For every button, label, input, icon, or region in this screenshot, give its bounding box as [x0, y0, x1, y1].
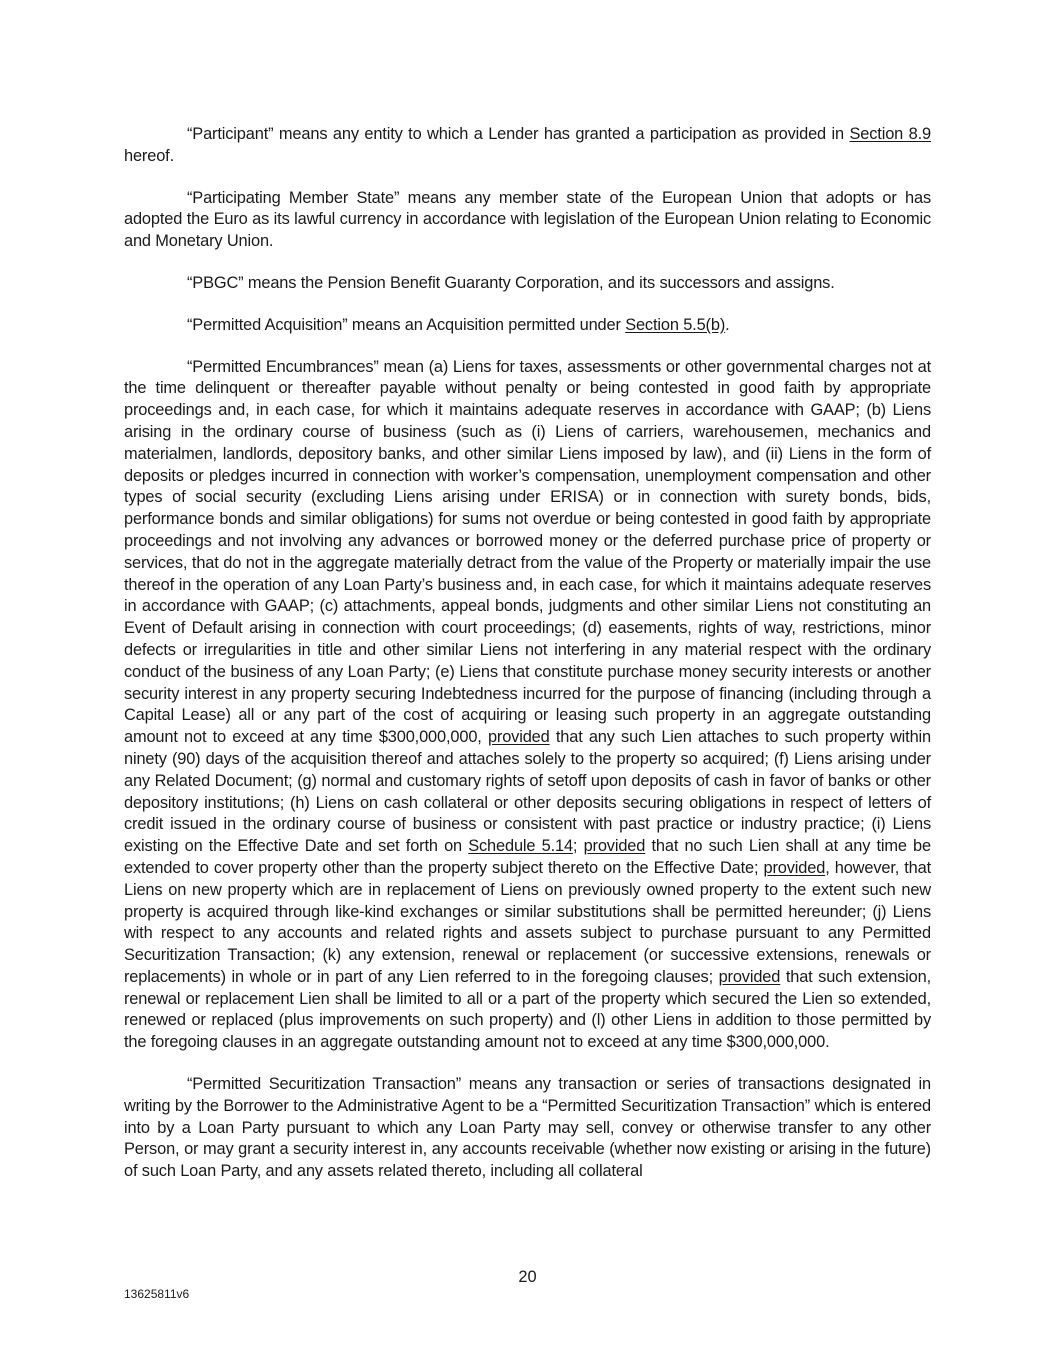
defined-term: “Permitted Acquisition”: [187, 315, 348, 334]
definition-text: hereof.: [124, 146, 174, 165]
document-body: [124, 124, 931, 1203]
definition-pbgc: [124, 273, 931, 295]
definition-text: means any member state of the European Union that adopts or has adopted the Euro as its lawful currency in accordance with legislation of the European Union relating to Economic and Monetary Union.: [124, 188, 932, 251]
proviso-term: provided: [583, 837, 646, 856]
definition-text: , however, that Liens on new property which are in replacement of Liens on previously owned property to the extent such new property is acquired through like-kind exchanges or similar substitutions shall be permitted hereunder; (j) Liens with respect to any accounts and related rights and assets subject to purchase pursuant to any Permitted Securitization Transaction; (k) any extension, renewal or replacement (or successive extensions, renewals or replacements) in whole or in part of any Lien referred to in the foregoing clauses;: [124, 858, 931, 986]
definition-text: that any such Lien attaches to such property within ninety (90) days of the acquisition thereof and attaches solely to the property so acquired; (f) Liens arising under any Related Document; (g) normal and customary rights of setoff upon deposits of cash in favor of banks or other depository institutions; (h) Liens on cash collateral or other deposits securing obligations in respect of letters of credit issued in the ordinary course of business or consistent with past practice or industry practice; (i) Liens existing on the Effective Date and set forth on: [124, 728, 931, 856]
definition-text: means any transaction or series of transactions designated in writing by the Borrower to the Administrative Agent to be a “Permitted Securitization Transaction” which is entered into by a Loan Party pursuant to which any Loan Party may sell, convey or otherwise transfer to any other Person, or may grant a security interest in, any accounts receivable (whether now existing or arising in the future) of such Loan Party, and any assets related thereto, including all collateral: [124, 1075, 932, 1181]
defined-term: “Participant”: [187, 125, 274, 143]
definition-text: mean (a) Liens for taxes, assessments or other governmental charges not at the time delinquent or thereafter payable without penalty or being contested in good faith by appropriate proceedings and, in each case, for which it maintains adequate reserves in accordance with GAAP; (b) Liens arising in the ordinary course of business (such as (i) Liens of carriers, warehousemen, mechanics and materialmen, landlords, depository banks, and other similar Liens imposed by law), and (ii) Liens in the form of deposits or pledges incurred in connection with worker’s compensation, unemployment compensation and other types of social security (excluding Liens arising under ERISA) or in connection with surety bonds, bids, performance bonds and similar obligations) for sums not overdue or being contested in good faith by appropriate proceedings and not involving any advances or borrowed money or the deferred purchase price of property or services, that do not in the aggregate materially detract from the value of the Property or materially impair the use thereof in the operation of any Loan Party’s business and, in each case, for which it maintains adequate reserves in accordance with GAAP; (c) attachments, appeal bonds, judgments and other similar Liens not constituting an Event of Default arising in connection with court proceedings; (d) easements, rights of way, restrictions, minor defects or irregularities in title and other similar Liens not interfering in any material respect with the ordinary conduct of the business of any Loan Party; (e) Liens that constitute purchase money security interests or another security interest in any property securing Indebtedness incurred for the purpose of financing (including through a Capital Lease) all or any part of the cost of acquiring or leasing such property in an aggregate outstanding amount not to exceed at any time $300,000,000,: [124, 357, 931, 747]
proviso-term: provided: [718, 967, 781, 986]
definition-permitted-encumbrances: [124, 357, 931, 1055]
definition-text: means any entity to which a Lender has granted a participation as provided in: [273, 125, 850, 143]
document-id: 13625811v6: [124, 1287, 190, 1301]
definition-permitted-acquisition: [124, 315, 931, 337]
section-reference: Section 8.9: [849, 125, 931, 143]
definition-text: means the Pension Benefit Guaranty Corporation, and its successors and assigns.: [243, 273, 835, 292]
proviso-term: provided: [763, 858, 826, 877]
defined-term: “Permitted Encumbrances”: [187, 357, 379, 376]
definition-permitted-securitization-transaction: [124, 1074, 931, 1183]
defined-term: “PBGC”: [187, 273, 244, 292]
definition-participating-member-state: [124, 188, 931, 253]
definition-text: that such extension, renewal or replacement Lien shall be limited to all or a part of the property which secured the Lien so extended, renewed or replaced (plus improvements on such property) and (l) other Liens in addition to those permitted by the foregoing clauses in an aggregate outstanding amount not to exceed at any time $300,000,000.: [124, 967, 931, 1052]
definition-text: that no such Lien shall at any time be extended to cover property other than the property subject thereto on the Effective Date;: [124, 837, 931, 877]
definition-participant: [124, 124, 931, 168]
schedule-reference: Schedule 5.14: [468, 837, 573, 856]
defined-term: “Participating Member State”: [187, 188, 400, 207]
section-reference: Section 5.5(b): [625, 315, 726, 334]
definition-text: means an Acquisition permitted under: [347, 315, 626, 334]
definition-text: ;: [572, 837, 584, 856]
page-number: 20: [518, 1268, 537, 1286]
defined-term: “Permitted Securitization Transaction”: [187, 1075, 462, 1094]
proviso-term: provided: [487, 728, 550, 747]
definition-text: .: [725, 315, 730, 334]
